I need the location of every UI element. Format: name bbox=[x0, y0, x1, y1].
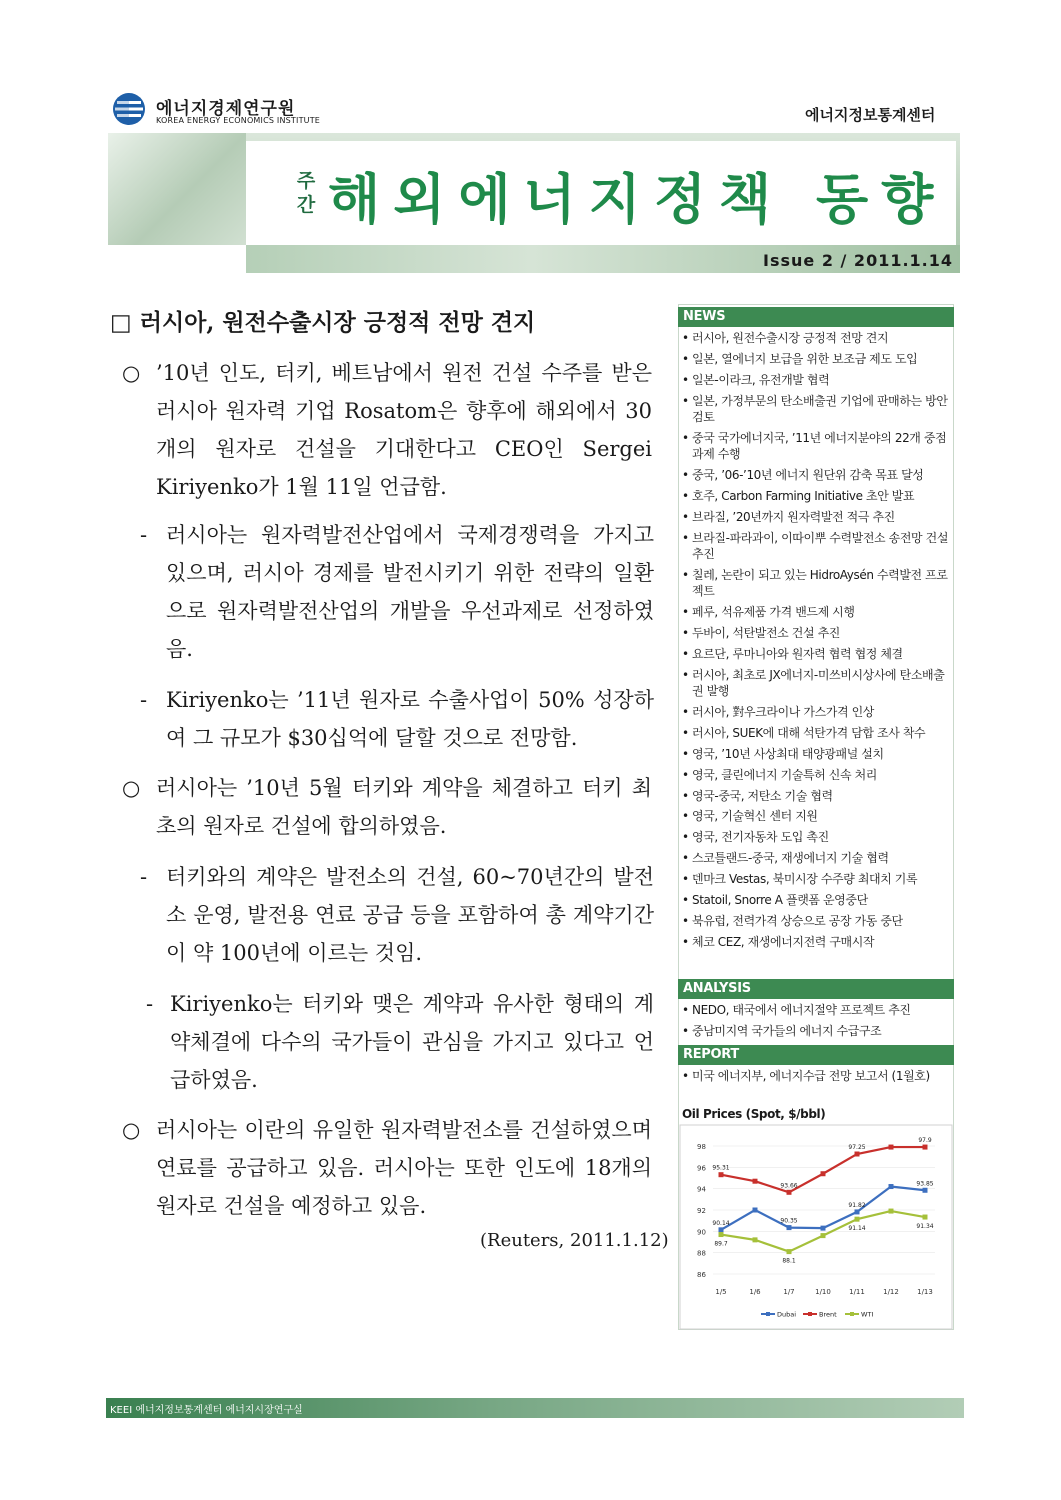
data-label: 89.7 bbox=[714, 1240, 728, 1248]
article-source: (Reuters, 2011.1.12) bbox=[480, 1230, 669, 1251]
news-item[interactable]: • 영국, 기술혁신 센터 지원 bbox=[682, 808, 952, 824]
oil-price-chart bbox=[679, 1124, 953, 1330]
dash-marker: - bbox=[140, 688, 148, 712]
data-label: 90.14 bbox=[712, 1219, 730, 1227]
data-point bbox=[821, 1226, 826, 1231]
x-tick-label: 1/7 bbox=[783, 1288, 795, 1296]
data-point bbox=[889, 1145, 894, 1150]
x-tick-label: 1/10 bbox=[815, 1288, 831, 1296]
article-title: □ 러시아, 원전수출시장 긍정적 전망 견지 bbox=[110, 309, 536, 336]
news-item[interactable]: • 브라질, ’20년까지 원자력발전 적극 추진 bbox=[682, 509, 952, 525]
news-item[interactable]: • 북유럽, 전력가격 상승으로 공장 가동 중단 bbox=[682, 913, 952, 929]
news-item[interactable]: • 칠레, 논란이 되고 있는 HidroAysén 수력발전 프로젝트 bbox=[682, 567, 952, 600]
legend-marker bbox=[808, 1312, 812, 1316]
news-item[interactable]: • 일본-이라크, 유전개발 협력 bbox=[682, 372, 952, 388]
news-item[interactable]: • 호주, Carbon Farming Initiative 초안 발표 bbox=[682, 488, 952, 504]
news-item[interactable]: • 영국, ’10년 사상최대 태양광패널 설치 bbox=[682, 746, 952, 762]
title-banner bbox=[108, 133, 960, 273]
data-point bbox=[719, 1172, 724, 1177]
data-label: 91.82 bbox=[848, 1201, 866, 1209]
bullet-marker: ○ bbox=[122, 776, 141, 800]
data-label: 90.35 bbox=[780, 1217, 798, 1225]
data-point bbox=[889, 1184, 894, 1189]
y-tick-label: 90 bbox=[697, 1228, 706, 1237]
x-tick-label: 1/6 bbox=[749, 1288, 761, 1296]
data-point bbox=[787, 1190, 792, 1195]
x-tick-label: 1/5 bbox=[715, 1288, 727, 1296]
legend-label: WTI bbox=[861, 1310, 874, 1319]
y-tick-label: 92 bbox=[697, 1207, 706, 1215]
news-item[interactable]: • 일본, 열에너지 보급을 위한 보조금 제도 도입 bbox=[682, 351, 952, 367]
legend-label: Brent bbox=[819, 1310, 837, 1319]
issue-label: Issue 2 / 2011.1.14 bbox=[763, 251, 954, 270]
legend-marker bbox=[850, 1312, 854, 1316]
data-point bbox=[719, 1232, 724, 1237]
data-point bbox=[855, 1217, 860, 1222]
data-point bbox=[719, 1227, 724, 1232]
data-point bbox=[889, 1209, 894, 1214]
x-tick-label: 1/12 bbox=[883, 1288, 899, 1296]
news-item[interactable]: • NEDO, 태국에서 에너지절약 프로젝트 추진 bbox=[682, 1002, 952, 1018]
news-header: NEWS bbox=[678, 307, 954, 327]
data-label: 91.14 bbox=[848, 1225, 866, 1233]
data-point bbox=[855, 1152, 860, 1157]
news-item[interactable]: • 일본, 가정부문의 탄소배출권 기업에 판매하는 방안 검토 bbox=[682, 393, 952, 426]
analysis-header: ANALYSIS bbox=[678, 979, 954, 999]
weekly-label: 주간 bbox=[296, 170, 316, 216]
news-item[interactable]: • 러시아, 원전수출시장 긍정적 전망 견지 bbox=[682, 330, 952, 346]
data-point bbox=[821, 1233, 826, 1238]
analysis-list bbox=[682, 1002, 952, 1044]
news-item[interactable]: • 두바이, 석탄발전소 건설 추진 bbox=[682, 625, 952, 641]
news-item[interactable]: • 페루, 석유제품 가격 밴드제 시행 bbox=[682, 604, 952, 620]
data-point bbox=[787, 1249, 792, 1254]
data-label: 97.25 bbox=[848, 1144, 866, 1151]
news-item[interactable]: • 미국 에너지부, 에너지수급 전망 보고서 (1월호) bbox=[682, 1068, 952, 1084]
data-point bbox=[923, 1188, 928, 1193]
data-label: 95.31 bbox=[712, 1164, 730, 1172]
legend-marker bbox=[766, 1312, 770, 1316]
banner-corner bbox=[108, 245, 246, 273]
report-header: REPORT bbox=[678, 1045, 954, 1065]
bullet-marker: ○ bbox=[122, 361, 141, 385]
article-paragraph: Kiriyenko는 ’11년 원자로 수출사업이 50% 성장하여 그 규모가 $30십억에 달할 것으로 전망함. bbox=[166, 688, 654, 750]
dash-marker: - bbox=[140, 865, 148, 889]
dash-marker: - bbox=[140, 523, 148, 547]
news-item[interactable]: • 영국, 클린에너지 기술특허 신속 처리 bbox=[682, 767, 952, 783]
article-paragraph: 러시아는 원자력발전산업에서 국제경쟁력을 가지고 있으며, 러시아 경제를 발전시키기 위한 전략의 일환으로 원자력발전산업의 개발을 우선과제로 선정하였음. bbox=[166, 523, 654, 661]
news-item[interactable]: • 중남미지역 국가들의 에너지 수급구조 bbox=[682, 1023, 952, 1039]
bullet-marker: ○ bbox=[122, 1118, 141, 1142]
news-item[interactable]: • 러시아, SUEK에 대해 석탄가격 담합 조사 착수 bbox=[682, 725, 952, 741]
article-paragraph: 러시아는 ’10년 5월 터키와 계약을 체결하고 터키 최초의 원자로 건설에 합의하였음. bbox=[156, 776, 652, 838]
x-tick-label: 1/13 bbox=[917, 1288, 933, 1296]
org-name-ko: 에너지경제연구원 bbox=[156, 99, 296, 119]
data-point bbox=[787, 1225, 792, 1230]
x-tick-label: 1/11 bbox=[849, 1288, 865, 1296]
news-item[interactable]: • 체코 CEZ, 재생에너지전력 구매시작 bbox=[682, 934, 952, 950]
footer-bar bbox=[106, 1398, 964, 1418]
dash-marker: - bbox=[146, 992, 154, 1016]
news-item[interactable]: • 덴마크 Vestas, 북미시장 수주량 최대치 기록 bbox=[682, 871, 952, 887]
news-item[interactable]: • 러시아, 對우크라이나 가스가격 인상 bbox=[682, 704, 952, 720]
news-item[interactable]: • 영국-중국, 저탄소 기술 협력 bbox=[682, 788, 952, 804]
article-paragraph: 러시아는 이란의 유일한 원자력발전소를 건설하였으며 연료를 공급하고 있음. 러시아는 또한 인도에 18개의 원자로 건설을 예정하고 있음. bbox=[156, 1118, 652, 1218]
data-label: 93.66 bbox=[780, 1182, 798, 1190]
data-label: 91.34 bbox=[916, 1223, 934, 1231]
chart-title: Oil Prices (Spot, $/bbl) bbox=[682, 1107, 826, 1121]
y-tick-label: 88 bbox=[697, 1249, 706, 1258]
news-item[interactable]: • Statoil, Snorre A 플랫폼 운영중단 bbox=[682, 892, 952, 908]
data-point bbox=[923, 1215, 928, 1220]
keei-logo-icon bbox=[112, 92, 146, 126]
news-item[interactable]: • 스코틀랜드-중국, 재생에너지 기술 협력 bbox=[682, 850, 952, 866]
org-name-en: KOREA ENERGY ECONOMICS INSTITUTE bbox=[156, 116, 321, 125]
center-name: 에너지정보통계센터 bbox=[805, 106, 936, 124]
article-paragraph: 터키와의 계약은 발전소의 건설, 60~70년간의 발전소 운영, 발전용 연료 공급 등을 포함하여 총 계약기간이 약 100년에 이르는 것임. bbox=[166, 865, 654, 965]
y-tick-label: 98 bbox=[697, 1143, 706, 1151]
data-label: 88.1 bbox=[782, 1257, 796, 1265]
y-tick-label: 96 bbox=[697, 1164, 706, 1173]
data-label: 93.85 bbox=[916, 1180, 934, 1188]
data-point bbox=[753, 1179, 758, 1184]
news-item[interactable]: • 브라질-파라과이, 이따이뿌 수력발전소 송전망 건설 추진 bbox=[682, 530, 952, 563]
y-tick-label: 86 bbox=[697, 1271, 706, 1279]
news-item[interactable]: • 러시아, 최초로 JX에너지-미쓰비시상사에 탄소배출권 발행 bbox=[682, 667, 952, 700]
news-item[interactable]: • 요르단, 루마니아와 원자력 협력 협정 체결 bbox=[682, 646, 952, 662]
news-item[interactable]: • 중국 국가에너지국, ’11년 에너지분야의 22개 중점 과제 수행 bbox=[682, 430, 952, 463]
data-point bbox=[855, 1209, 860, 1214]
article-paragraph: Kiriyenko는 터키와 맺은 계약과 유사한 형태의 계약체결에 다수의 국가들이 관심을 가지고 있다고 언급하였음. bbox=[170, 992, 654, 1092]
report-list bbox=[682, 1068, 952, 1089]
data-point bbox=[753, 1237, 758, 1242]
data-label: 97.9 bbox=[918, 1137, 932, 1145]
publication-title: 해외에너지정책 동향 bbox=[328, 168, 947, 231]
news-item[interactable]: • 중국, ’06-’10년 에너지 원단위 감축 목표 달성 bbox=[682, 467, 952, 483]
legend-label: Dubai bbox=[777, 1310, 797, 1319]
y-tick-label: 94 bbox=[697, 1185, 706, 1194]
news-item[interactable]: • 영국, 전기자동차 도입 촉진 bbox=[682, 829, 952, 845]
article-paragraph: ’10년 인도, 터키, 베트남에서 원전 건설 수주를 받은 러시아 원자력 기업 Rosatom은 향후에 해외에서 30개의 원자로 건설을 기대한다고 CEO인 Sergei Kiriyenko가 1월 11일 언급함. bbox=[156, 361, 652, 499]
data-point bbox=[821, 1171, 826, 1176]
footer-text: KEEI 에너지정보통계센터 에너지시장연구실 bbox=[110, 1405, 303, 1416]
data-point bbox=[753, 1208, 758, 1213]
data-point bbox=[923, 1145, 928, 1150]
news-list bbox=[682, 330, 952, 955]
